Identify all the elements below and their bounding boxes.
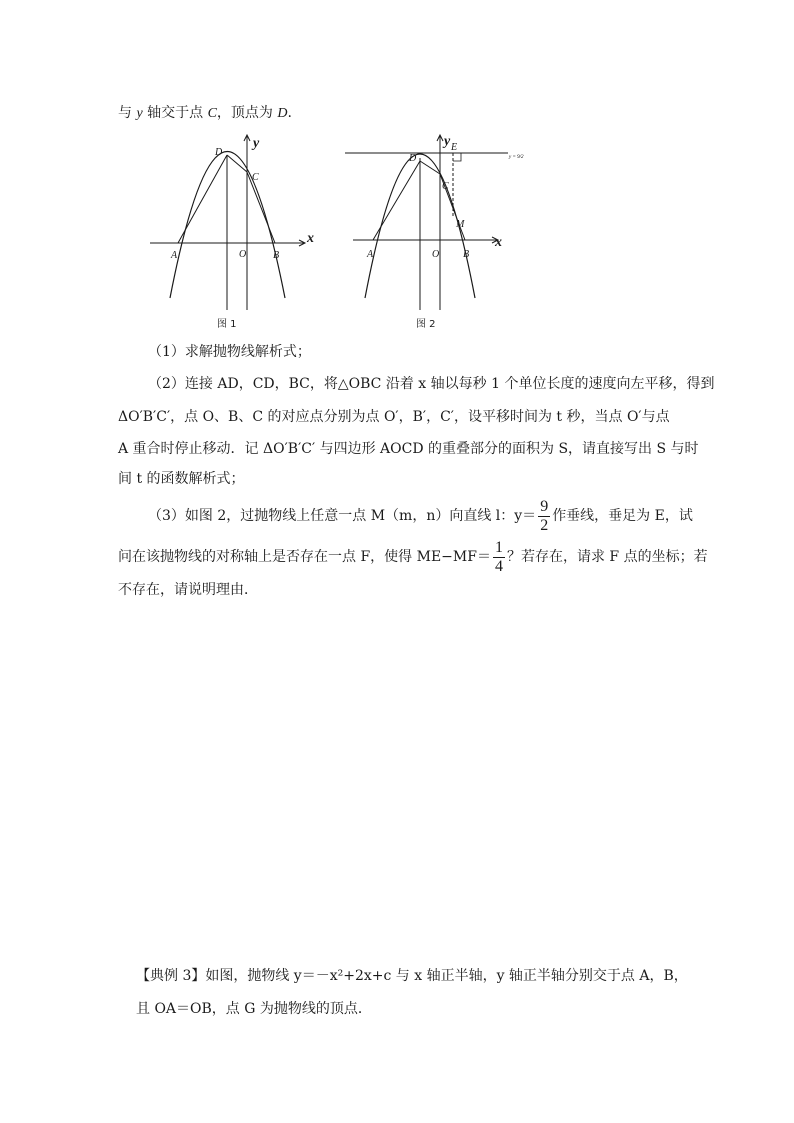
example-3-line-1: 【典例 3】如图，抛物线 y＝－x²+2x+c 与 x 轴正半轴，y 轴正半轴分别交于点 A，B， [136,968,688,984]
label-d: D [215,147,223,158]
segment-ad [373,161,420,240]
figure-1 [145,130,325,335]
question-2-line-2: ΔO′B′C′，点 O、B、C 的对应点分别为点 O′，B′，C′，设平移时间为 t 秒，当点 O′与点 [118,409,670,425]
question-2-line-3: A 重合时停止移动．记 ΔO′B′C′ 与四边形 AOCD 的重叠部分的面积为 S，请直接写出 S 与时 [118,441,699,457]
figure-2-caption: 图 2 [416,319,436,330]
label-m: M [456,219,465,230]
question-3-line-3: 不存在，请说明理由． [118,582,258,598]
line-l-label: y = 9/2 [509,155,524,160]
label-y: y [253,136,260,151]
example-3-line-2: 且 OA＝OB，点 G 为抛物线的顶点． [136,1001,372,1017]
label-x: x [307,231,314,246]
question-1: （1）求解抛物线解析式； [148,344,311,360]
label-y: y [444,134,451,149]
label-b: B [463,249,470,260]
right-angle-mark [453,153,461,161]
label-e: E [451,142,458,153]
intro-line: 与 y 轴交于点 C，顶点为 D. [118,105,292,121]
label-c: C [252,172,259,183]
label-o: O [239,249,247,260]
label-a: A [367,249,374,260]
label-d: D [409,153,417,164]
question-2-line-4: 间 t 的函数解析式； [118,471,245,487]
question-3-line-1: （3）如图 2，过抛物线上任意一点 M（m，n）向直线 l：y＝ $\frac{9}{2}$ 作垂线，垂足为 E，试 [148,497,693,534]
fraction-nine-halves: $\frac{9}{2}$ [540,497,549,534]
label-o: O [432,249,440,260]
label-c: C [442,181,449,192]
label-a: A [171,250,178,261]
label-b: B [273,250,280,261]
figure-1-caption: 图 1 [217,319,237,330]
fraction-one-quarter: $\frac{1}{4}$ [494,538,503,575]
figure-2-svg [343,130,533,335]
segment-ad [178,155,227,243]
question-3-line-2: 问在该抛物线的对称轴上是否存在一点 F，使得 ME−MF＝ $\frac{1}{4}$ ？若存在，请求 F 点的坐标；若 [118,538,708,575]
question-2-line-1: （2）连接 AD，CD，BC，将△OBC 沿着 x 轴以每秒 1 个单位长度的速度向左平移，得到 [148,376,715,392]
label-x: x [495,235,502,250]
figure-2 [343,130,533,335]
figure-1-svg [145,130,325,335]
